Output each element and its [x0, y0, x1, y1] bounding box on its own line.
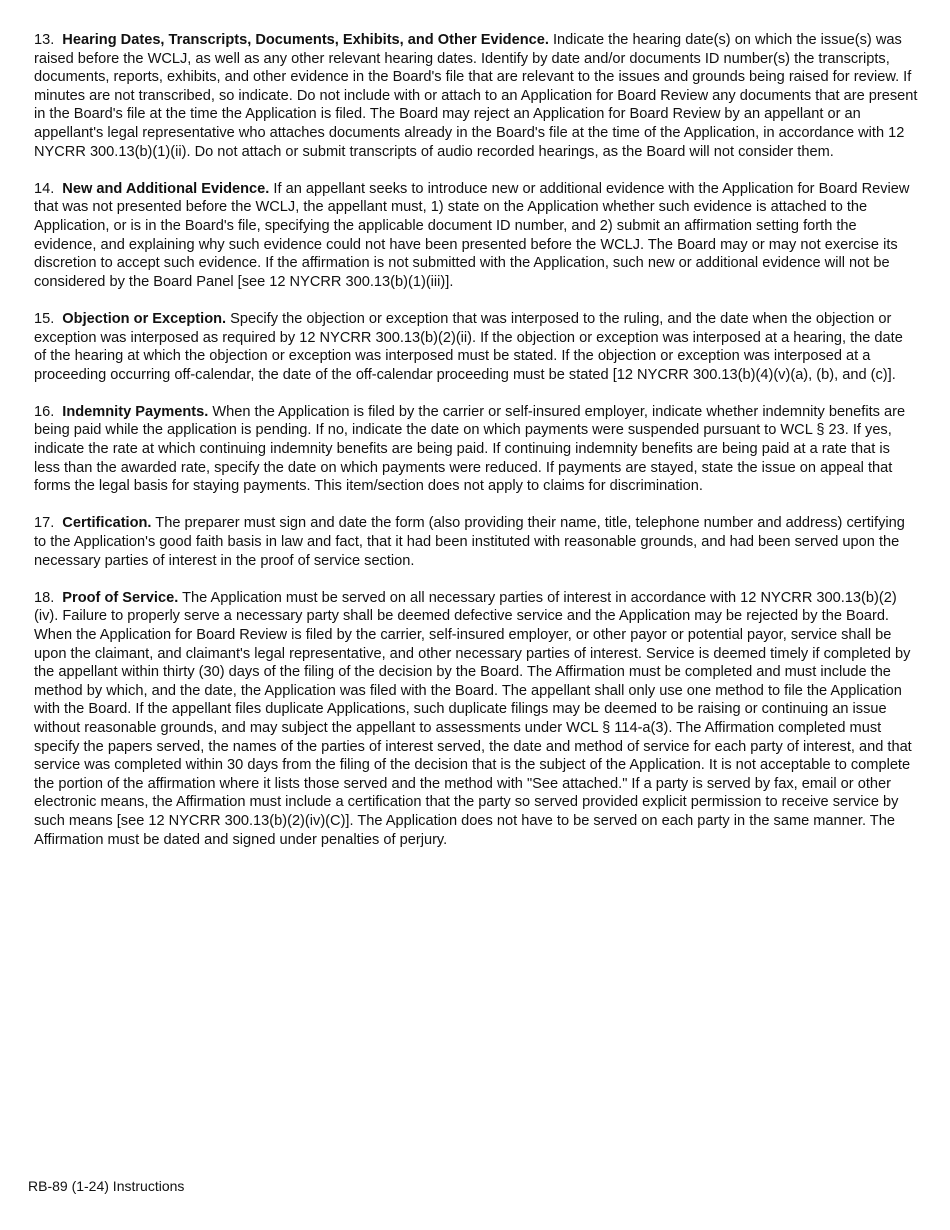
instruction-item-18	[34, 589, 918, 849]
item-body: The Application must be served on all necessary parties of interest in accordance with 12 NYCRR 300.13(b)(2)(iv). Failure to properly serve a necessary party shall be deemed defective service and the Application may be rejected by the Board. When the Application for Board Review is filed by the carrier, self-insured employer, or other payor or potential payor, service shall be upon the claimant, and claimant's legal representative, and other necessary parties of interest. Service is deemed timely if completed by the appellant within thirty (30) days of the filing of the decision by the Board. The Affirmation must be completed and must include the method by which, and the date, the Application was filed with the Board. The appellant shall only use one method to file the Application with the Board. If the appellant files duplicate Applications, such duplicate filings may be deemed to be raising or continuing an issue without reasonable grounds, and may subject the appellant to assessments under WCL § 114-a(3). The Affirmation completed must specify the papers served, the names of the parties of interest served, the date and method of service for each party of interest, and that service was completed within 30 days from the filing of the decision that is the subject of the Application. It is not acceptable to complete the portion of the affirmation where it lists those served and the method with "See attached." If a party is served by fax, email or other electronic means, the Affirmation must include a certification that the party so served provided explicit permission to receive service by such means [see 12 NYCRR 300.13(b)(2)(iv)(C)]. The Application does not have to be served on each party in the same manner. The Affirmation must be dated and signed under penalties of perjury.	[34, 589, 912, 848]
form-footer-id: RB-89 (1-24) Instructions	[28, 1178, 185, 1194]
item-body: If an appellant seeks to introduce new or additional evidence with the Application for Board Review that was not presented before the WCLJ, the appellant must, 1) state on the Application whether such evidence is attached to the Application, or is in the Board's file, specifying the applicable document ID number, and 2) submit an affirmation setting forth the evidence, and explaining why such evidence could not have been presented before the WCLJ. The Board may or may not exercise its discretion to accept such evidence. If the affirmation is not submitted with the Application, such new or additional evidence will not be considered by the Board Panel [see 12 NYCRR 300.13(b)(1)(iii)].	[34, 180, 910, 290]
instruction-item-15	[34, 310, 918, 384]
instruction-item-14	[34, 180, 918, 292]
item-number: 14.	[34, 180, 55, 197]
item-heading: Hearing Dates, Transcripts, Documents, Exhibits, and Other Evidence.	[62, 32, 549, 48]
item-body: Specify the objection or exception that was interposed to the ruling, and the date when the objection or exception was interposed as required by 12 NYCRR 300.13(b)(2)(ii). If the objection or exception was interposed at a hearing, the date of the hearing at which the objection or exception was interposed must be stated. If the objection or exception was interposed at a proceeding occurring off-calendar, the date of the off-calendar proceeding must be stated [12 NYCRR 300.13(b)(4)(v)(a), (b), and (c)].	[34, 310, 903, 383]
item-number: 18.	[34, 589, 55, 606]
instruction-item-13	[34, 31, 918, 161]
item-body: When the Application is filed by the carrier or self-insured employer, indicate whether indemnity benefits are being paid while the application is pending. If no, indicate the date on which payments were suspended pursuant to WCL § 23. If yes, indicate the rate at which continuing indemnity benefits are being paid. If continuing indemnity benefits are being paid at a rate that is less than the awarded rate, specify the date on which payments were reduced. If payments are stayed, state the issue on appeal that forms the legal basis for staying payments. This item/section does not apply to claims for discrimination.	[34, 403, 906, 495]
item-heading: Proof of Service.	[62, 589, 179, 606]
instruction-item-16	[34, 403, 918, 496]
instruction-item-17	[34, 514, 918, 570]
item-number: 17.	[34, 515, 55, 532]
item-heading: Certification.	[62, 515, 152, 532]
item-body: Indicate the hearing date(s) on which the issue(s) was raised before the WCLJ, as well as any other relevant hearing dates. Identify by date and/or documents ID number(s) the transcripts, documents, reports, exhibits, and other evidence in the Board's file that are relevant to the issues and grounds being raised for review. If minutes are not transcribed, so indicate. Do not include with or attach to an Application for Board Review any documents that are present in the Board's file at the time the Application is filed. The Board may reject an Application for Board Review by an appellant or an appellant's legal representative who attaches documents already in the Board's file at the time of the Application, in accordance with 12 NYCRR 300.13(b)(1)(ii). Do not attach or submit transcripts of audio recorded hearings, as the Board will not consider them.	[34, 32, 918, 160]
item-body: The preparer must sign and date the form (also providing their name, title, telephone number and address) certifying to the Application's good faith basis in law and fact, that it had been instituted with reasonable grounds, and had been served upon the necessary parties of interest in the proof of service section.	[34, 515, 905, 569]
item-heading: New and Additional Evidence.	[62, 180, 270, 197]
item-heading: Indemnity Payments.	[62, 403, 209, 420]
item-number: 16.	[34, 403, 55, 420]
item-heading: Objection or Exception.	[62, 310, 227, 327]
item-number: 15.	[34, 310, 55, 327]
item-number: 13.	[34, 32, 55, 48]
instructions-page	[34, 31, 918, 868]
